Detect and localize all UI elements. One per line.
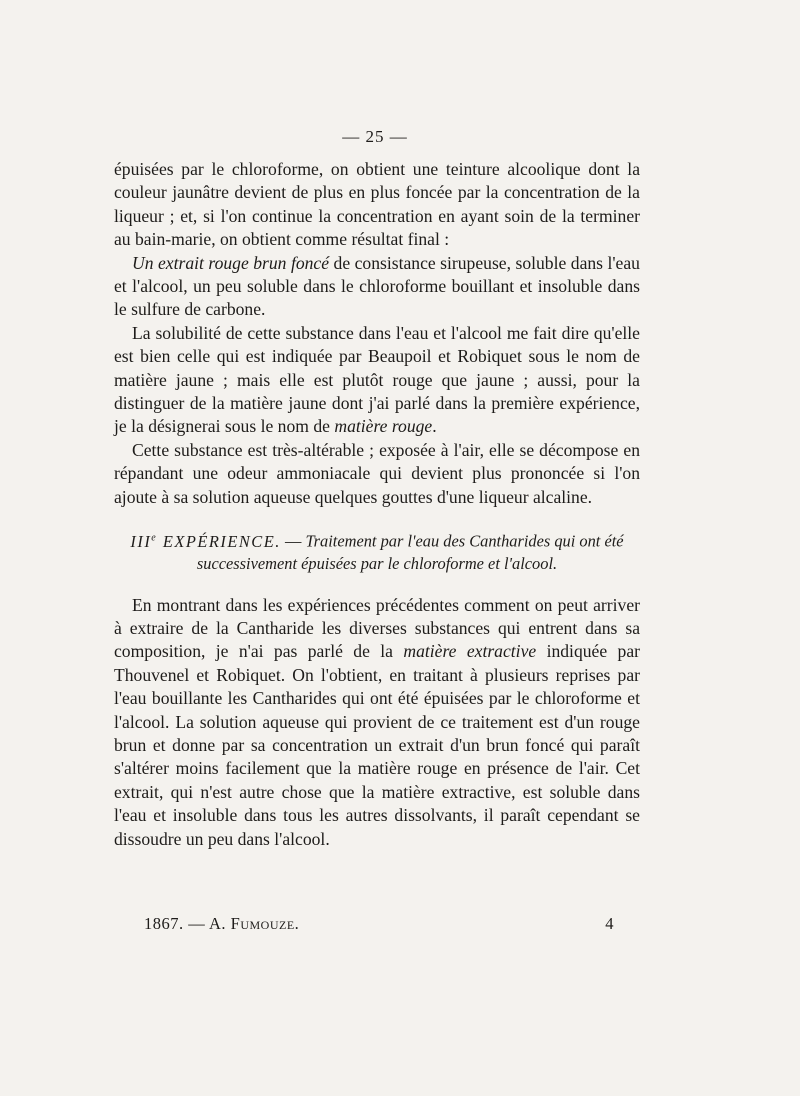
paragraph-result — [114, 252, 640, 322]
body-text — [114, 158, 640, 851]
section-label: EXPÉRIENCE. — [157, 531, 281, 551]
footer-dash: — A. — [183, 914, 231, 933]
paragraph-extractive-before: En montrant dans les expériences précédentes comment on peut arriver à extraire de la Cantharide les diverses substances qui entrent dans sa composition, je n'ai pas parlé de la — [114, 594, 640, 662]
section-numeral: IIIe EXPÉRIENCE. — [130, 531, 281, 551]
section-numeral-sup: e — [151, 532, 158, 544]
section-heading — [114, 527, 640, 575]
italic-lead: Un extrait rouge brun foncé — [132, 252, 330, 273]
paragraph-solubility-after: . — [432, 416, 437, 437]
paragraph-result-rest: de consistance sirupeuse, soluble dans l'eau et l'alcool, un peu soluble dans le chloroforme bouillant et insoluble dans le sulfure de carbone. — [114, 252, 640, 320]
paragraph-continuation: épuisées par le chloroforme, on obtient une teinture alcoolique dont la couleur jaunâtre devient de plus en plus foncée par la concentration de la liqueur ; et, si l'on continue la concentration en ayant soin de la terminer au bain-marie, on obtient comme résultat final : — [114, 159, 640, 250]
paragraph-alteration: Cette substance est très-altérable ; exposée à l'air, elle se décompose en répandant une odeur ammoniacale qui devient plus prononcée si l'on ajoute à sa solution aqueuse quelques gouttes d'une liqueur alcaline. — [114, 439, 640, 507]
paragraph-extractive — [114, 594, 640, 851]
footer-sheet-number: 4 — [605, 914, 614, 933]
section-title: Traitement par l'eau des Cantharides qui ont été successivement épuisées par le chloroforme et l'alcool. — [196, 531, 624, 574]
paragraph-solubility — [114, 322, 640, 439]
footer-author: Fumouze. — [230, 914, 300, 933]
page-number: — 25 — — [342, 127, 408, 146]
footer-signature — [144, 914, 299, 934]
italic-term-matiere-rouge: matière rouge — [334, 416, 433, 437]
section-dash: — — [280, 531, 306, 551]
italic-term-matiere-extractive: matière extractive — [403, 641, 537, 662]
paragraph-solubility-before: La solubilité de cette substance dans l'eau et l'alcool me fait dire qu'elle est bien celle qui est indiquée par Beaupoil et Robiquet sous le nom de matière jaune ; mais elle est plutôt rouge que jaune ; aussi, pour la distinguer de la matière jaune dont j'ai parlé dans la première expérience, je la désignerai sous le nom de — [114, 322, 640, 437]
paragraph-extractive-after: indiquée par Thouvenel et Robiquet. On l'obtient, en traitant à plusieurs reprises par l'eau bouillante les Cantharides qui ont été épuisées par le chloroforme et l'alcool. La solution aqueuse qui provient de ce traitement est d'un rouge brun et donne par sa concentration un extrait d'un brun foncé qui paraît s'altérer moins facilement que la matière rouge en présence de l'air. Cet extrait, qui n'est autre chose que la matière extractive, est soluble dans l'eau et insoluble dans tous les autres dissolvants, il paraît cependant se dissoudre un peu dans l'alcool. — [114, 641, 640, 849]
footer-year: 1867. — [144, 914, 184, 933]
